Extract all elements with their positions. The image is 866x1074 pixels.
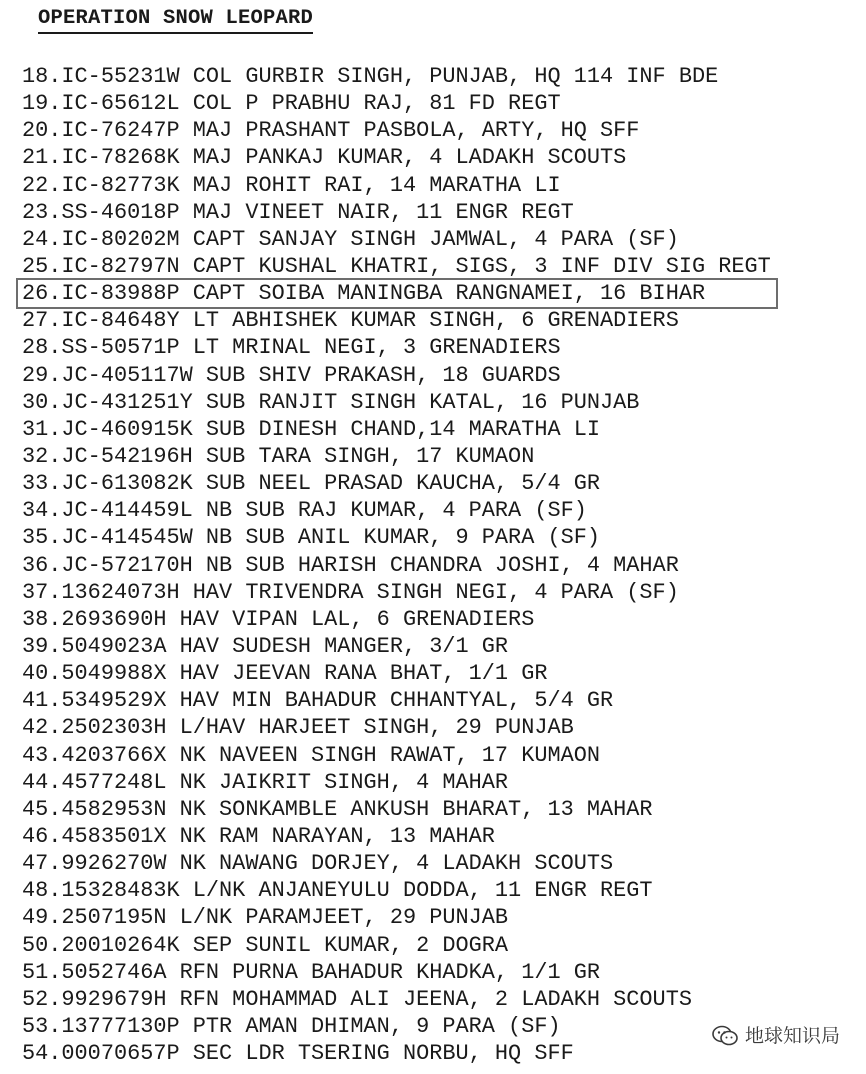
watermark-text: 地球知识局 bbox=[744, 1025, 840, 1047]
roster-entry: 42.2502303H L/HAV HARJEET SINGH, 29 PUNJAB bbox=[22, 715, 574, 741]
roster-entry: 22.IC-82773K MAJ ROHIT RAI, 14 MARATHA LI bbox=[22, 172, 561, 198]
roster-entry: 19.IC-65612L COL P PRABHU RAJ, 81 FD REGT bbox=[22, 91, 561, 117]
roster-entry: 23.SS-46018P MAJ VINEET NAIR, 11 ENGR REGT bbox=[22, 199, 574, 225]
roster-entry: 24.IC-80202M CAPT SANJAY SINGH JAMWAL, 4 PARA (SF) bbox=[22, 226, 679, 252]
roster-entry: 34.JC-414459L NB SUB RAJ KUMAR, 4 PARA (SF) bbox=[22, 498, 587, 524]
roster-entry: 49.2507195N L/NK PARAMJEET, 29 PUNJAB bbox=[22, 905, 509, 931]
roster-list bbox=[22, 63, 776, 1067]
roster-entry: 48.15328483K L/NK ANJANEYULU DODDA, 11 ENGR REGT bbox=[22, 878, 653, 904]
roster-entry: 27.IC-84648Y LT ABHISHEK KUMAR SINGH, 6 GRENADIERS bbox=[22, 308, 679, 334]
roster-entry: 21.IC-78268K MAJ PANKAJ KUMAR, 4 LADAKH SCOUTS bbox=[22, 145, 627, 171]
roster-entry: 52.9929679H RFN MOHAMMAD ALI JEENA, 2 LADAKH SCOUTS bbox=[22, 986, 692, 1012]
roster-entry: 29.JC-405117W SUB SHIV PRAKASH, 18 GUARDS bbox=[22, 362, 561, 388]
roster-entry: 53.13777130P PTR AMAN DHIMAN, 9 PARA (SF) bbox=[22, 1013, 561, 1039]
roster-entry: 35.JC-414545W NB SUB ANIL KUMAR, 9 PARA (SF) bbox=[22, 525, 601, 551]
wechat-icon bbox=[711, 1024, 739, 1048]
watermark bbox=[711, 1024, 840, 1048]
roster-entry: 32.JC-542196H SUB TARA SINGH, 17 KUMAON bbox=[22, 443, 535, 469]
roster-entry: 36.JC-572170H NB SUB HARISH CHANDRA JOSHI, 4 MAHAR bbox=[22, 552, 679, 578]
document-title: OPERATION SNOW LEOPARD bbox=[38, 6, 313, 34]
roster-entry: 33.JC-613082K SUB NEEL PRASAD KAUCHA, 5/4 GR bbox=[22, 471, 601, 497]
roster-entry: 28.SS-50571P LT MRINAL NEGI, 3 GRENADIERS bbox=[22, 335, 561, 361]
roster-entry: 20.IC-76247P MAJ PRASHANT PASBOLA, ARTY, HQ SFF bbox=[22, 118, 640, 144]
roster-entry: 47.9926270W NK NAWANG DORJEY, 4 LADAKH SCOUTS bbox=[22, 851, 614, 877]
roster-entry: 18.IC-55231W COL GURBIR SINGH, PUNJAB, HQ 114 INF BDE bbox=[22, 64, 719, 89]
roster-entry: 51.5052746A RFN PURNA BAHADUR KHADKA, 1/1 GR bbox=[22, 959, 601, 985]
roster-entry: 39.5049023A HAV SUDESH MANGER, 3/1 GR bbox=[22, 633, 509, 659]
roster-entry: 46.4583501X NK RAM NARAYAN, 13 MAHAR bbox=[22, 823, 495, 849]
roster-entry: 50.20010264K SEP SUNIL KUMAR, 2 DOGRA bbox=[22, 932, 509, 958]
roster-entry-highlighted: 26.IC-83988P CAPT SOIBA MANINGBA RANGNAMEI, 16 BIHAR bbox=[18, 280, 776, 307]
roster-entry: 45.4582953N NK SONKAMBLE ANKUSH BHARAT, 13 MAHAR bbox=[22, 796, 653, 822]
roster-entry: 38.2693690H HAV VIPAN LAL, 6 GRENADIERS bbox=[22, 606, 535, 632]
roster-entry: 43.4203766X NK NAVEEN SINGH RAWAT, 17 KUMAON bbox=[22, 742, 601, 768]
roster-entry: 44.4577248L NK JAIKRIT SINGH, 4 MAHAR bbox=[22, 769, 509, 795]
roster-entry: 31.JC-460915K SUB DINESH CHAND,14 MARATHA LI bbox=[22, 416, 601, 442]
roster-entry: 25.IC-82797N CAPT KUSHAL KHATRI, SIGS, 3 INF DIV SIG REGT bbox=[22, 253, 771, 279]
roster-entry: 37.13624073H HAV TRIVENDRA SINGH NEGI, 4 PARA (SF) bbox=[22, 579, 679, 605]
roster-entry: 40.5049988X HAV JEEVAN RANA BHAT, 1/1 GR bbox=[22, 661, 548, 687]
roster-entry: 30.JC-431251Y SUB RANJIT SINGH KATAL, 16 PUNJAB bbox=[22, 389, 640, 415]
roster-entry: 54.00070657P SEC LDR TSERING NORBU, HQ SFF bbox=[22, 1041, 574, 1067]
roster-entry: 41.5349529X HAV MIN BAHADUR CHHANTYAL, 5/4 GR bbox=[22, 688, 614, 714]
